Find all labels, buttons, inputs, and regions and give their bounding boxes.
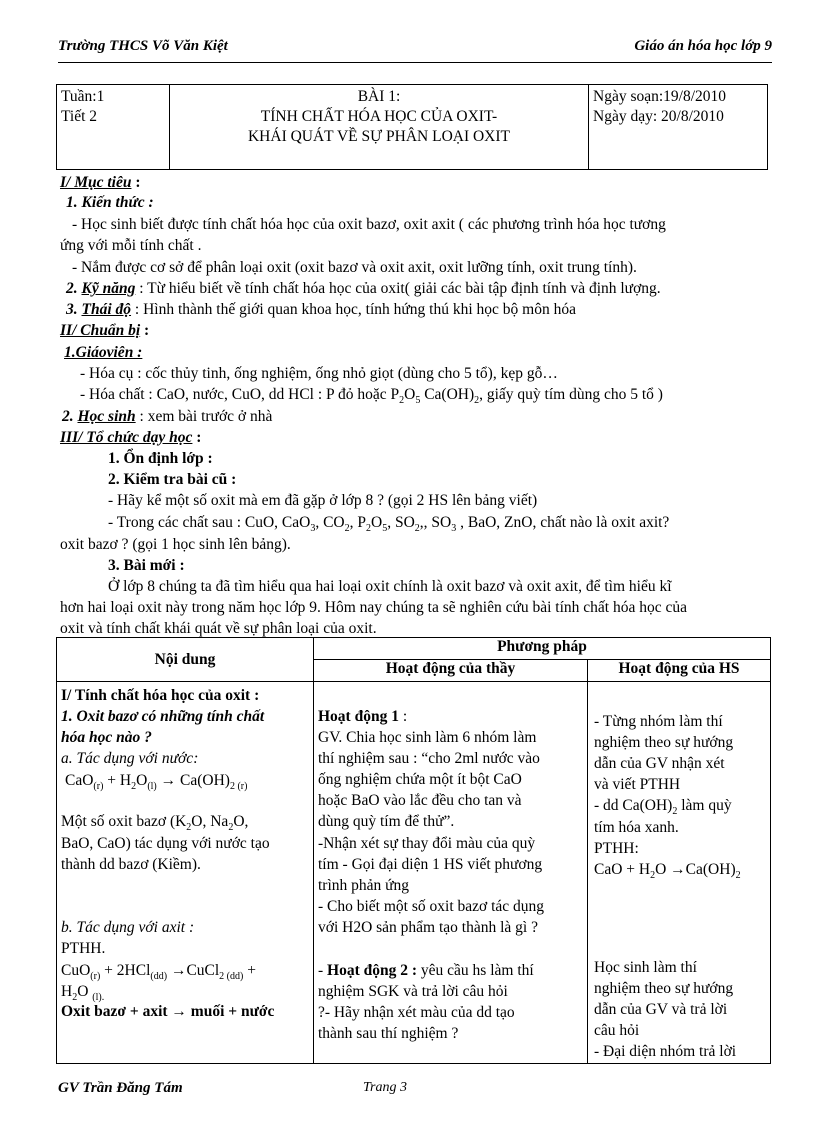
teacher-name: GV Trần Đăng Tám (58, 1080, 183, 1096)
organization-heading: III/ Tổ chức dạy học (60, 429, 193, 446)
knowledge-1b: ứng với mỗi tính chất . (60, 237, 202, 254)
student-line: - Đại diện nhóm trả lời (594, 1043, 737, 1060)
content-line: thành dd bazơ (Kiềm). (61, 856, 201, 873)
skill-text: : Từ hiểu biết về tính chất hóa học của oxit( giải các bài tập định tính và định lượng. (139, 280, 661, 297)
content-line: Oxit bazơ + axit (61, 1003, 168, 1020)
school-name: Trường THCS Võ Văn Kiệt (58, 38, 228, 54)
content-line: PTHH. (61, 940, 106, 957)
equation-2b: $H_2O$ $_{(l).}$ (61, 983, 105, 1004)
attitude-label: Thái độ (81, 301, 132, 318)
student-line: - dd $Ca(OH)_2$ làm quỳ (594, 797, 732, 818)
equation-2: CuO$_{(r)}$ + 2HCl$_{(dd)}$ →CuCl$_{2 (dd)}$ + (61, 962, 256, 983)
step-1: 1. Ổn định lớp : (108, 450, 213, 467)
student-line: PTHH: (594, 840, 639, 857)
header-teacher: Hoạt động của thầy (314, 660, 588, 682)
content-line: BaO, CaO) tác dụng với nước tạo (61, 835, 270, 852)
teacher-line: -Nhận xét sự thay đổi màu của quỳ (318, 835, 536, 852)
question-2b: oxit bazơ ? (gọi 1 học sinh lên bảng). (60, 536, 291, 553)
header-method: Phương pháp (314, 638, 771, 660)
header-content: Nội dung (57, 638, 314, 682)
student-line: Học sinh làm thí (594, 959, 697, 976)
week: Tuần:1 (61, 88, 105, 105)
title-cell (170, 85, 589, 170)
page-footer (58, 1080, 772, 1097)
teacher-prep-label: 1.Giáoviên : (64, 344, 143, 361)
step-3: 3. Bài mới : (108, 557, 185, 574)
student-column (588, 682, 771, 1064)
student-prep-label: Học sinh (77, 408, 136, 425)
lesson-info-table (56, 84, 768, 170)
lesson-table (56, 637, 771, 1064)
skill-label: Kỹ năng (81, 280, 136, 297)
question-2: - Trong các chất sau : CuO, (108, 514, 279, 531)
content-line: I/ Tính chất hóa học của oxit : (61, 687, 260, 704)
page-number: Trang 3 (363, 1080, 407, 1095)
attitude-text: : Hình thành thế giới quan khoa học, tính hứng thú khi học bộ môn hóa (134, 301, 576, 318)
activity-1-label: Hoạt động 1 (318, 708, 399, 725)
teacher-line: ?- Hãy nhận xét màu của dd tạo (318, 1004, 515, 1021)
equation-1: $CaO_{(r)} + H_2O_{(l)} \to Ca(OH)_{2 (r)}$ (65, 772, 248, 793)
question-1: - Hãy kể một số oxit mà em đã gặp ở lớp 8 ? (gọi 2 HS lên bảng viết) (108, 492, 538, 509)
content-line: a. Tác dụng với nước: (61, 750, 199, 767)
teacher-line: thí nghiệm sau : “cho 2ml nước vào (318, 750, 540, 767)
preparation-heading: II/ Chuẩn bị (60, 322, 141, 339)
content-line: Một số oxit bazơ (K (61, 813, 187, 830)
step-2: 2. Kiểm tra bài cũ : (108, 471, 237, 488)
week-cell (57, 85, 170, 170)
intro-3: oxit và tính chất khái quát về sự phân loại của oxit. (60, 620, 377, 637)
knowledge-1a: - Học sinh biết được tính chất hóa học của oxit bazơ, oxit axit ( các phương trình hóa học tương (72, 216, 666, 233)
content-column: I/ Tính chất hóa học của oxit : 1. Oxit bazơ có những tính chất hóa học nào ? a. Tác dụng với nước: $CaO_{(r)} + H_2O_{(l)} \to Ca(OH)_{2 (r)}$ Một số oxit bazơ ($K_2O$, $Na_2O$, BaO, CaO) tác dụng với nước tạo thành dd bazơ (Kiềm). b. Tác dụng với axit : PTHH. CuO$_{(r)}$ + 2HCl$_{(dd)}$ →CuCl$_{2 (dd)}$ + $H_2O$ $_{(l).}$ Oxit bazơ + axit → muối + nước (57, 682, 314, 1064)
teach-date: Ngày dạy: 20/8/2010 (593, 108, 724, 125)
teacher-line: hoặc BaO vào lắc đều cho tan và (318, 792, 522, 809)
prep-date: Ngày soạn:19/8/2010 (593, 88, 727, 105)
page-header (58, 38, 772, 63)
prep-tools: - Hóa cụ : cốc thủy tinh, ống nghiệm, ống nhỏ giọt (dùng cho 5 tổ), kẹp gỗ… (80, 365, 558, 382)
activity-2-label: Hoạt động 2 : (327, 962, 418, 979)
lesson-title-1: TÍNH CHẤT HÓA HỌC CỦA OXIT- (260, 108, 498, 125)
intro-1: Ở lớp 8 chúng ta đã tìm hiểu qua hai loại oxit chính là oxit bazơ và oxit axit, để tìm hiểu kĩ (108, 578, 672, 595)
student-line: câu hỏi (594, 1022, 640, 1039)
date-cell (589, 85, 768, 170)
content-line: 1. Oxit bazơ có những tính chất (61, 708, 265, 725)
teacher-line: ống nghiệm chứa một ít bột CaO (318, 771, 522, 788)
student-line: dẫn của GV và trả lời (594, 1001, 728, 1018)
student-line: và viết PTHH (594, 776, 681, 793)
student-line: dẫn của GV nhận xét (594, 755, 725, 772)
teacher-line: trình phản ứng (318, 877, 410, 894)
student-prep-text: : xem bài trước ở nhà (139, 408, 273, 425)
content-line: b. Tác dụng với axit : (61, 919, 195, 936)
knowledge-label: 1. Kiến thức : (66, 194, 154, 211)
student-line: tím hóa xanh. (594, 819, 679, 836)
lesson-number: BÀI 1: (357, 88, 401, 105)
teacher-line: nghiệm SGK và trả lời câu hỏi (318, 983, 508, 1000)
teacher-line: GV. Chia học sinh làm 6 nhóm làm (318, 729, 537, 746)
teacher-line: với H2O sản phẩm tạo thành là gì ? (318, 919, 538, 936)
student-line: nghiệm theo sự hướng (594, 980, 734, 997)
teacher-line: tím - Gọi đại diện 1 HS viết phương (318, 856, 543, 873)
knowledge-2: - Nắm được cơ sở để phân loại oxit (oxit bazơ và oxit axit, oxit lưỡng tính, oxit trung tính). (72, 259, 637, 276)
teacher-line: - Cho biết một số oxit bazơ tác dụng (318, 898, 545, 915)
prep-chemicals: - Hóa chất : CaO, nước, CuO, dd HCl : P đỏ hoặc (80, 386, 387, 403)
student-line: nghiệm theo sự hướng (594, 734, 734, 751)
teacher-line: thành sau thí nghiệm ? (318, 1025, 459, 1042)
content-line: hóa học nào ? (61, 729, 152, 746)
teacher-column: Hoạt động 1 : GV. Chia học sinh làm 6 nhóm làm thí nghiệm sau : “cho 2ml nước vào ống nghiệm chứa một ít bột CaO hoặc BaO vào lắc đều cho tan và dùng quỳ tím để thử”. -Nhận xét sự thay đổi màu của quỳ tím - Gọi đại diện 1 HS viết phương trình phản ứng - Cho biết một số oxit bazơ tác dụng với H2O sản phẩm tạo thành là gì ? - Hoạt động 2 : yêu cầu hs làm thí nghiệm SGK và trả lời câu hỏi ?- Hãy nhận xét màu của dd tạo thành sau thí nghiệm ? (314, 682, 588, 1064)
student-line: - Từng nhóm làm thí (594, 713, 723, 730)
subject-name: Giáo án hóa học lớp 9 (634, 38, 772, 54)
student-equation: CaO + $H_2O \to Ca(OH)_2$ (594, 861, 741, 882)
teacher-line: dùng quỳ tím để thử”. (318, 813, 455, 830)
lesson-title-2: KHÁI QUÁT VỀ SỰ PHÂN LOẠI OXIT (247, 128, 511, 145)
objectives-heading: I/ Mục tiêu (60, 174, 132, 191)
intro-2: hơn hai loại oxit này trong năm học lớp 9. Hôm nay chúng ta sẽ nghiên cứu bài tính chất hóa học của (60, 599, 687, 616)
period: Tiết 2 (61, 108, 98, 125)
header-student: Hoạt động của HS (588, 660, 771, 682)
